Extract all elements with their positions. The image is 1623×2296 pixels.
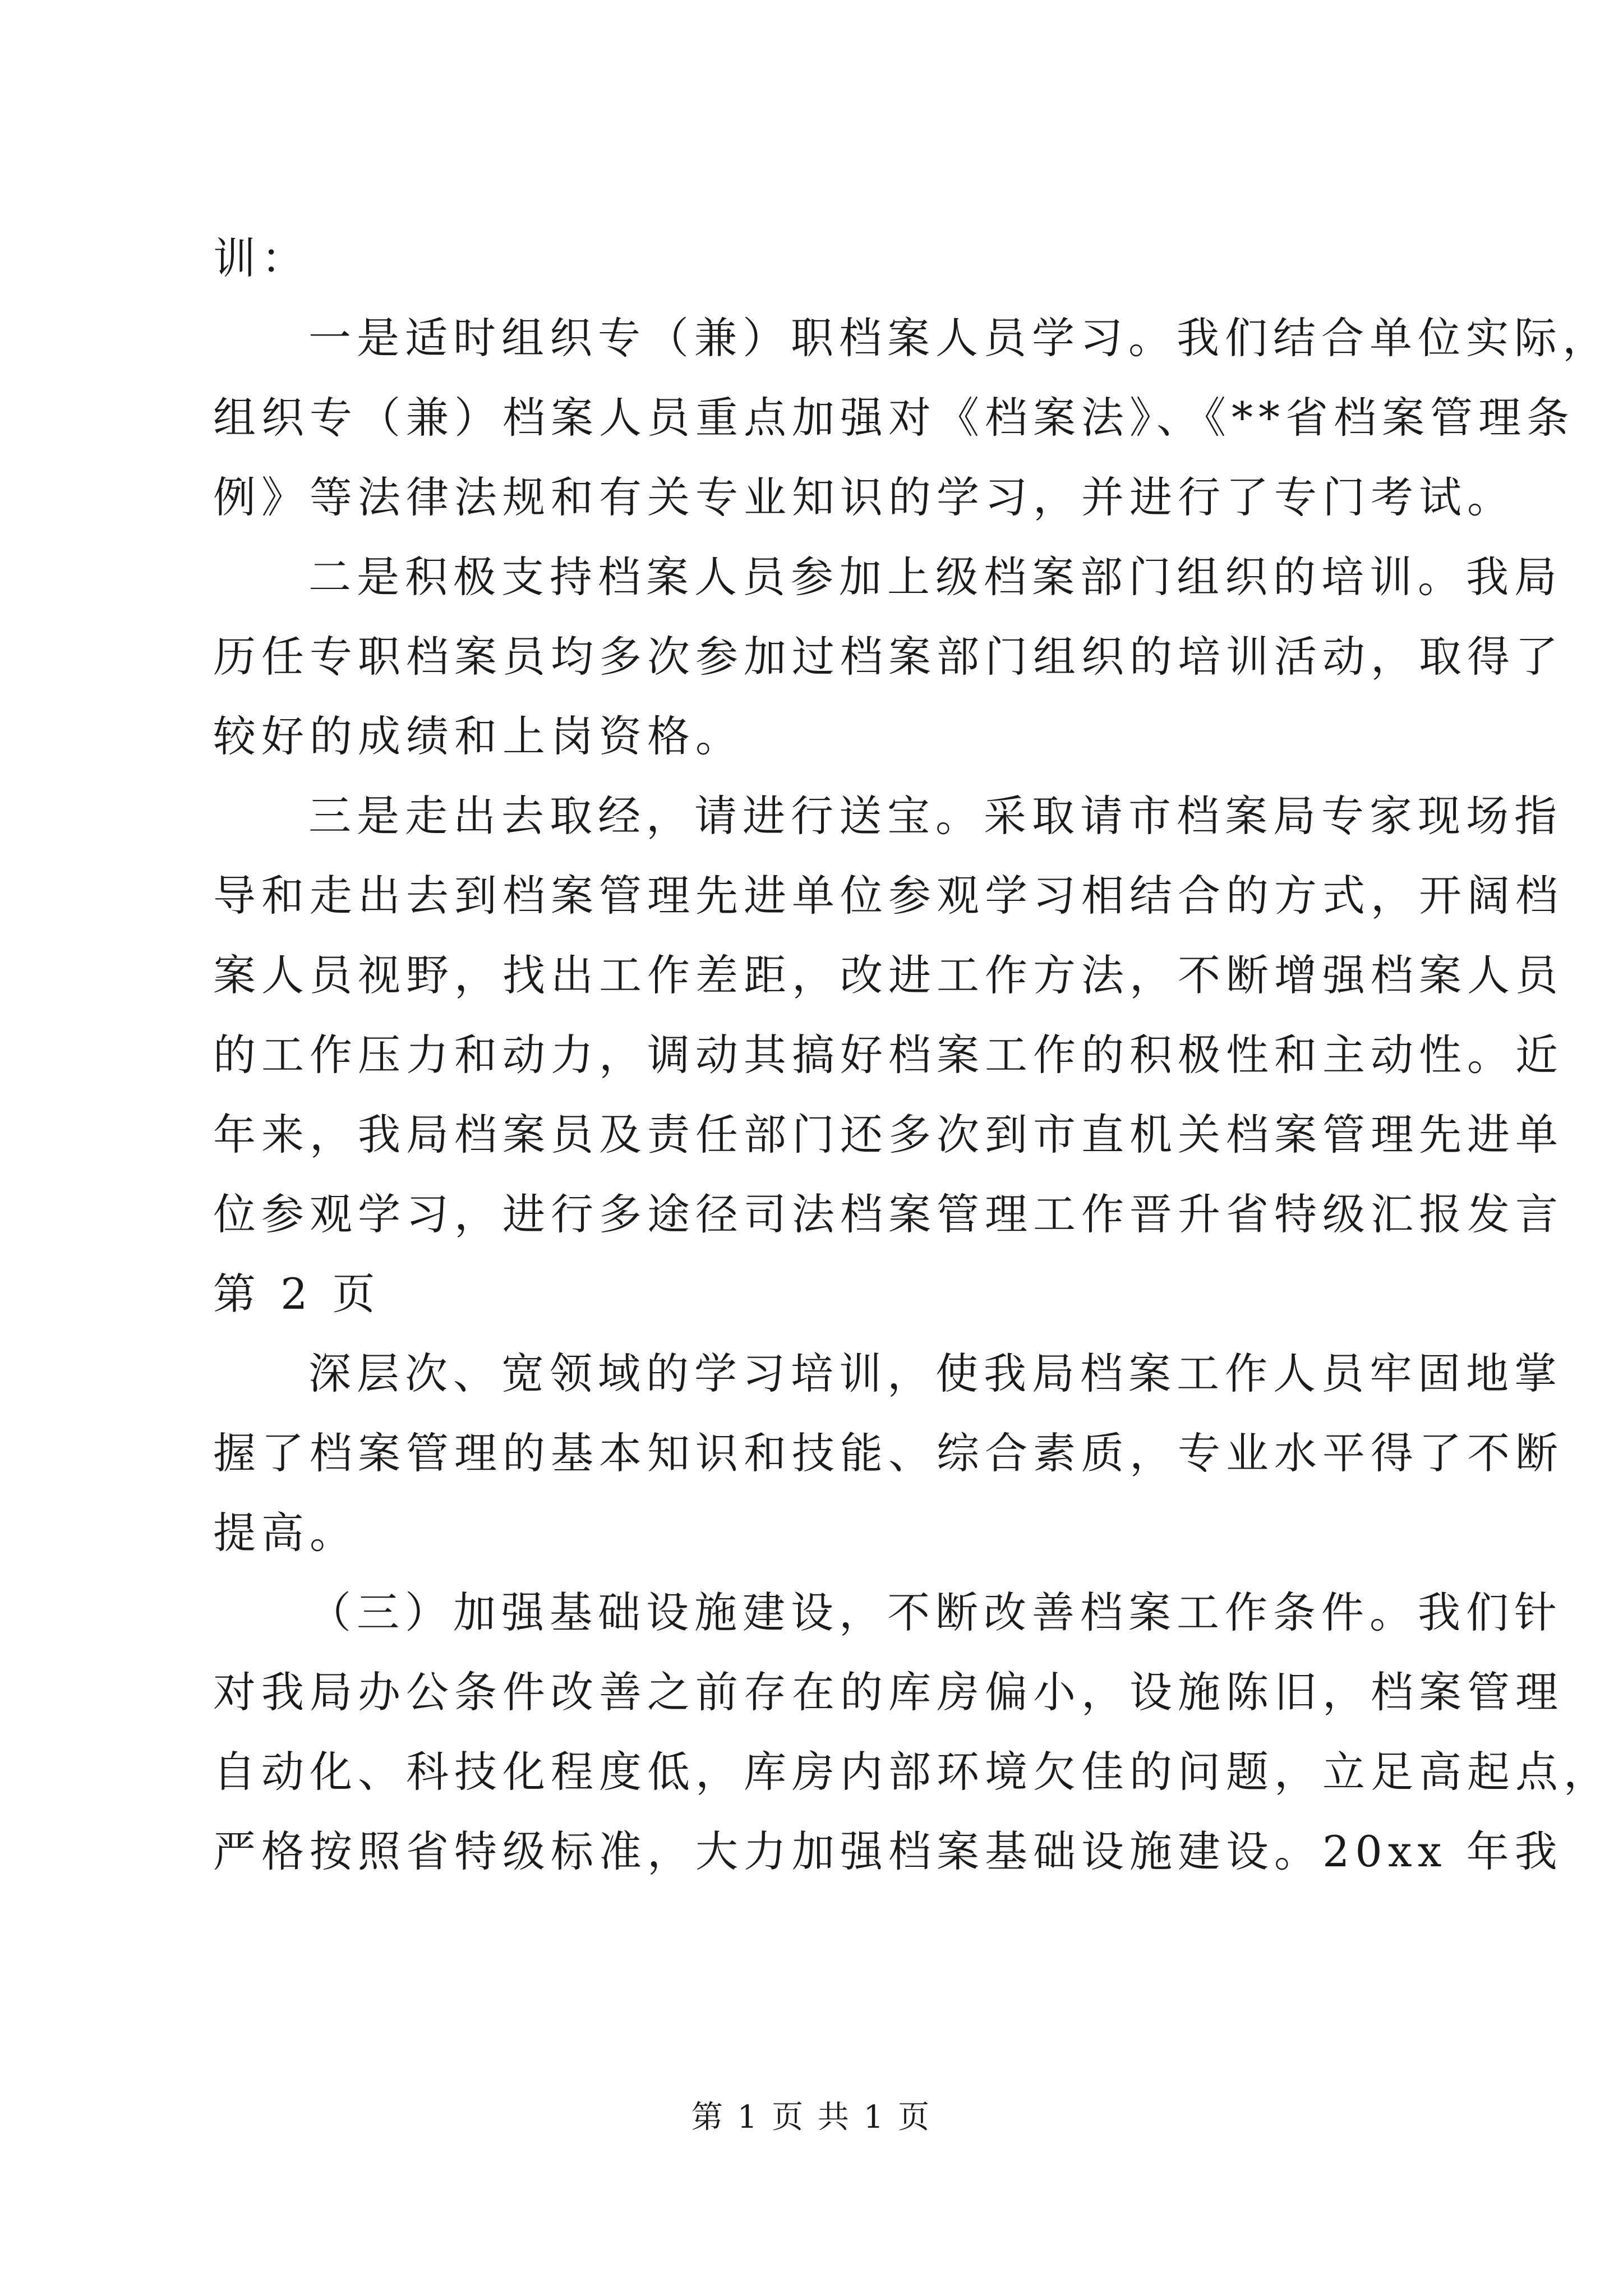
text-line: 位参观学习，进行多途径司法档案管理工作晋升省特级汇报发言 — [213, 1189, 1564, 1239]
text-line: 自动化、科技化程度低，库房内部环境欠佳的问题，立足高起点， — [213, 1747, 1612, 1797]
text-line: 对我局办公条件改善之前存在的库房偏小，设施陈旧，档案管理 — [213, 1667, 1564, 1717]
text-line: 提高。 — [213, 1508, 358, 1558]
text-line: 深层次、宽领域的学习培训，使我局档案工作人员牢固地掌 — [308, 1349, 1562, 1398]
text-line: 案人员视野，找出工作差距，改进工作方法，不断增强档案人员 — [213, 950, 1564, 1000]
text-line: 较好的成绩和上岗资格。 — [213, 711, 744, 761]
text-line: 导和走出去到档案管理先进单位参观学习相结合的方式，开阔档 — [213, 871, 1564, 921]
document-body — [213, 219, 1612, 1892]
text-line: 的工作压力和动力，调动其搞好档案工作的积极性和主动性。近 — [213, 1030, 1564, 1080]
text-line: 组织专（兼）档案人员重点加强对《档案法》、《**省档案管理条 — [213, 393, 1575, 443]
text-line: 例》等法律法规和有关专业知识的学习，并进行了专门考试。 — [213, 472, 1515, 522]
text-line: 严格按照省特级标准，大力加强档案基础设施建设。20xx 年我 — [213, 1826, 1563, 1876]
inline-page-marker: 第 2 页 — [213, 1269, 381, 1319]
text-line: 历任专职档案员均多次参加过档案部门组织的培训活动，取得了 — [213, 632, 1564, 682]
text-line: （三）加强基础设施建设，不断改善档案工作条件。我们针 — [308, 1588, 1562, 1637]
page-footer: 第 1 页 共 1 页 — [691, 2099, 932, 2136]
text-line: 三是走出去取经，请进行送宝。采取请市档案局专家现场指 — [308, 791, 1562, 841]
text-line: 训： — [213, 233, 310, 283]
text-line: 一是适时组织专（兼）职档案人员学习。我们结合单位实际， — [308, 313, 1611, 363]
text-line: 握了档案管理的基本知识和技能、综合素质，专业水平得了不断 — [213, 1428, 1564, 1478]
text-line: 二是积极支持档案人员参加上级档案部门组织的培训。我局 — [308, 552, 1562, 602]
text-line: 年来，我局档案员及责任部门还多次到市直机关档案管理先进单 — [213, 1110, 1564, 1159]
